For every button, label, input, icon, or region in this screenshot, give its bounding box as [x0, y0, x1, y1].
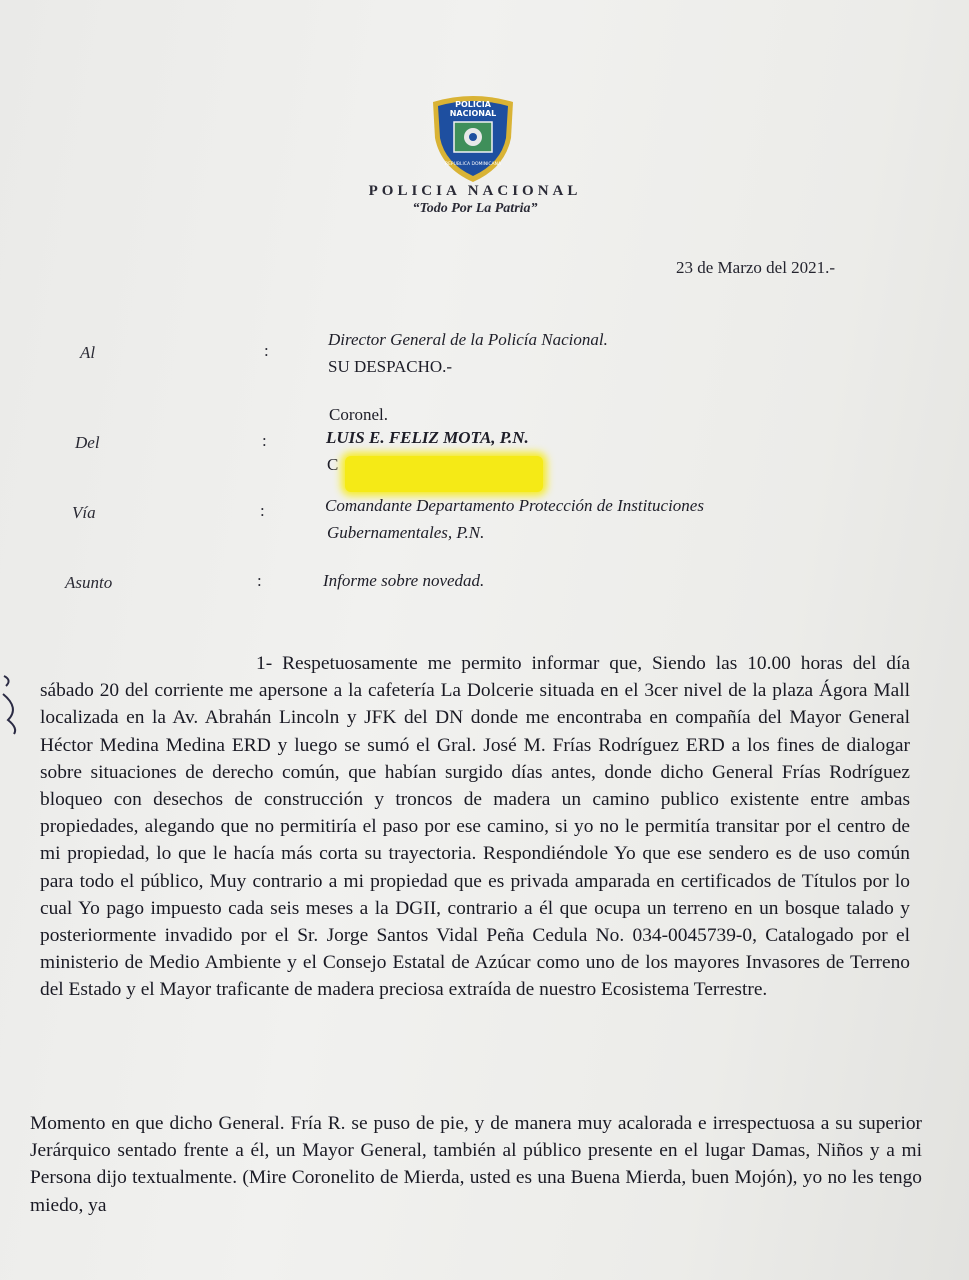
- agency-name: POLICIA NACIONAL: [368, 183, 582, 199]
- via-label: Vía: [72, 503, 96, 522]
- svg-text:REPUBLICA DOMINICANA: REPUBLICA DOMINICANA: [444, 162, 502, 167]
- margin-pen-mark: [0, 672, 28, 738]
- via-line2: Gubernamentales, P.N.: [327, 523, 485, 542]
- subject-colon: :: [257, 571, 262, 590]
- from-line3: C: [327, 455, 339, 474]
- police-shield-emblem: [425, 92, 521, 184]
- subject-value: Informe sobre novedad.: [323, 571, 485, 590]
- subject-label: Asunto: [65, 573, 113, 592]
- to-colon: :: [264, 341, 269, 360]
- via-colon: :: [260, 501, 265, 520]
- svg-text:NACIONAL: NACIONAL: [449, 109, 497, 118]
- to-recipient: Director General de la Policía Nacional.: [328, 330, 608, 349]
- to-office: SU DESPACHO.-: [328, 357, 453, 376]
- agency-motto: “Todo Por La Patria”: [412, 201, 538, 216]
- redaction-highlight: [345, 456, 543, 492]
- from-rank: Coronel.: [329, 405, 389, 424]
- body-paragraph-2: Momento en que dicho General. Fría R. se puso de pie, y de manera muy acalorada e irrespectuosa a su superior Jerárquico sentado frente a él, un Mayor General, también al público presente en el lugar Damas, Niños y a mi Persona dijo textualmente. (Mire Coronelito de Mierda, usted es una Buena Mierda, buen Mojón), yo no les tengo miedo, ya: [30, 1113, 922, 1216]
- from-label: Del: [75, 433, 100, 452]
- from-name: LUIS E. FELIZ MOTA, P.N.: [326, 428, 529, 447]
- via-line1: Comandante Departamento Protección de Instituciones: [325, 496, 704, 515]
- to-label: Al: [80, 343, 96, 362]
- body-paragraph-1: 1- Respetuosamente me permito informar que, Siendo las 10.00 horas del día sábado 20 del corriente me apersone a la cafetería La Dolcerie situada en el 3cer nivel de la plaza Ágora Mall localizada en la Av. Abrahán Lincoln y JFK del DN donde me encontraba en compañía del Mayor General Héctor Medina Medina ERD y luego se sumó el Gral. José M. Frías Rodríguez ERD a los fines de dialogar sobre situaciones de derecho común, que habían surgido días antes, donde dicho General Frías Rodríguez bloqueo con desechos de construcción y troncos de madera un camino publico existente entre ambas propiedades, alegando que no permitiría el paso por ese camino, si yo no le permitía transitar por el centro de mi propiedad, lo que le hacía más corta su trayectoria. Respondiéndole Yo que ese sendero es de uso común para todo el público, Muy contrario a mi propiedad que es privada amparada en certificados de Títulos por lo cual Yo pago impuesto cada seis meses a la DGII, contrario a él que ocupa un terreno en un bosque talado y posteriormente invadido por el Sr. Jorge Santos Vidal Peña Cedula No. 034-0045739-0, Catalogado por el ministerio de Medio Ambiente y el Consejo Estatal de Azúcar como uno de los mayores Invasores de Terreno del Estado y el Mayor traficante de madera preciosa extraída de nuestro Ecosistema Terrestre.: [40, 653, 910, 1001]
- svg-text:POLICIA: POLICIA: [455, 100, 491, 109]
- from-colon: :: [262, 431, 267, 450]
- letter-date: 23 de Marzo del 2021.-: [676, 258, 836, 277]
